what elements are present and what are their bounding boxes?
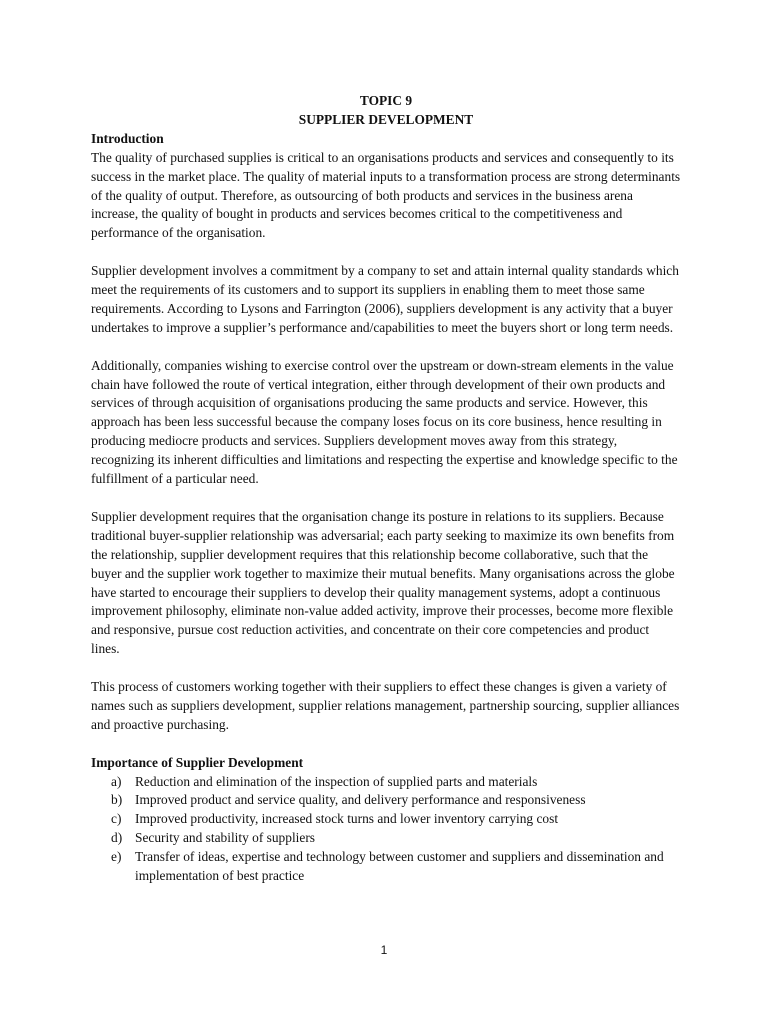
list-item-text: Improved productivity, increased stock turns and lower inventory carrying cost [135, 811, 559, 827]
list-item [91, 829, 681, 848]
list-item-text: Improved product and service quality, and delivery performance and responsiveness [135, 792, 586, 808]
page-number: 1 [380, 943, 388, 957]
importance-list [91, 773, 681, 886]
document-body [91, 92, 681, 886]
list-marker: a) [111, 773, 122, 789]
page-title: SUPPLIER DEVELOPMENT [298, 111, 474, 127]
paragraph-4: Supplier development requires that the organisation change its posture in relations to its suppliers. Because traditional buyer-supplier relationship was adversarial; each party seeking to maximize its own benefits from the relationship, supplier development requires that this relationship become collaborative, such that the buyer and the supplier work together to maximize their mutual benefits. Many organisations across the globe have started to encourage their suppliers to develop their quality management systems, adopt a continuous improvement philosophy, eliminate non-value added activity, improve their processes, become more flexible and responsive, pursue cost reduction activities, and concentrate on their core competencies and product lines. [91, 508, 675, 657]
list-item-text: Reduction and elimination of the inspection of supplied parts and materials [135, 773, 538, 789]
intro-heading: Introduction [91, 130, 164, 146]
list-item [91, 791, 681, 810]
paragraph-2: Supplier development involves a commitment by a company to set and attain internal quality standards which meet the requirements of its customers and to support its suppliers in enabling them to meet those same requirements. According to Lysons and Farrington (2006), suppliers development is any activity that a buyer undertakes to improve a supplier’s performance and/capabilities to meet the buyers short or long term needs. [91, 263, 679, 335]
paragraph-3: Additionally, companies wishing to exercise control over the upstream or down-stream elements in the value chain have followed the route of vertical integration, either through development of their own products and services of through acquisition of organisations producing the same products and service. However, this approach has been less successful because the company loses focus on its core business, hence resulting in producing mediocre products and services. Suppliers development moves away from this strategy, recognizing its inherent difficulties and limitations and respecting the expertise and knowledge specific to the fulfillment of a particular need. [91, 357, 678, 487]
list-marker: d) [111, 830, 123, 846]
list-marker: c) [111, 811, 122, 827]
paragraph-1: The quality of purchased supplies is critical to an organisations products and services and consequently to its success in the market place. The quality of material inputs to a transformation process are strong determinants of the quality of output. Therefore, as outsourcing of both products and services in the business arena increase, the quality of bought in products and services becomes critical to the competitiveness and performance of the organisation. [91, 149, 681, 241]
list-item-text: Transfer of ideas, expertise and technology between customer and suppliers and dissemination and implementation of best practice [135, 849, 664, 884]
topic-label: TOPIC 9 [359, 93, 413, 108]
importance-heading: Importance of Supplier Development [91, 754, 304, 770]
list-item-text: Security and stability of suppliers [135, 830, 316, 846]
list-item [91, 848, 681, 886]
list-item [91, 810, 681, 829]
list-marker: e) [111, 849, 122, 865]
list-item [91, 773, 681, 792]
list-marker: b) [111, 792, 123, 808]
paragraph-5: This process of customers working together with their suppliers to effect these changes is given a variety of names such as suppliers development, supplier relations management, partnership sourcing, supplier alliances and proactive purchasing. [91, 679, 680, 732]
